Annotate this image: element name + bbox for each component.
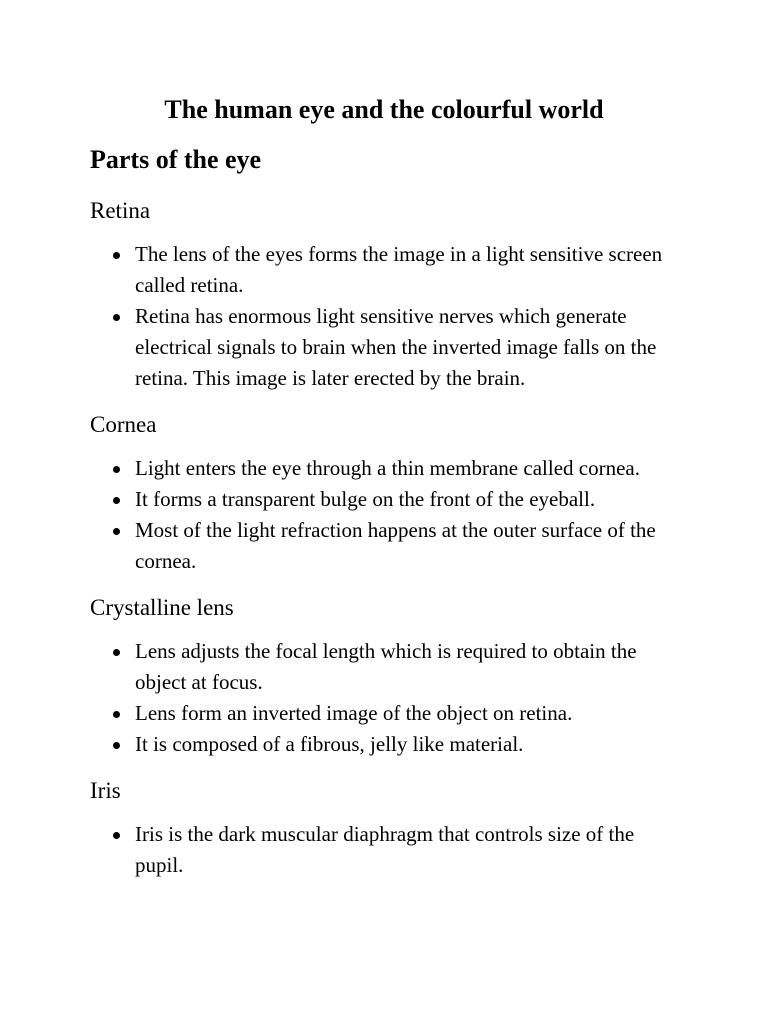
list-item bbox=[135, 819, 678, 881]
subsection-crystalline-lens bbox=[90, 593, 678, 760]
bullet-list bbox=[90, 636, 678, 760]
bullet-icon bbox=[113, 466, 120, 473]
list-item bbox=[135, 453, 678, 484]
list-item-text: It is composed of a fibrous, jelly like material. bbox=[135, 732, 524, 756]
bullet-icon bbox=[113, 252, 120, 259]
list-item bbox=[135, 301, 678, 394]
bullet-icon bbox=[113, 832, 120, 839]
subsection-iris bbox=[90, 776, 678, 881]
document-title: The human eye and the colourful world bbox=[164, 95, 604, 124]
list-item bbox=[135, 239, 678, 301]
list-item-text: Retina has enormous light sensitive nerves which generate electrical signals to brain when the inverted image falls on the retina. This image is later erected by the brain. bbox=[135, 304, 657, 390]
list-item-text: Most of the light refraction happens at the outer surface of the cornea. bbox=[135, 518, 656, 573]
list-item bbox=[135, 698, 678, 729]
subsection-heading: Iris bbox=[90, 778, 121, 803]
list-item bbox=[135, 515, 678, 577]
bullet-icon bbox=[113, 528, 120, 535]
bullet-list bbox=[90, 239, 678, 394]
subsection-cornea bbox=[90, 410, 678, 577]
subsection-heading: Retina bbox=[90, 198, 151, 223]
list-item-text: Iris is the dark muscular diaphragm that controls size of the pupil. bbox=[135, 822, 635, 877]
bullet-icon bbox=[113, 649, 120, 656]
list-item-text: It forms a transparent bulge on the front of the eyeball. bbox=[135, 487, 596, 511]
bullet-icon bbox=[113, 742, 120, 749]
subsection-retina bbox=[90, 196, 678, 394]
list-item bbox=[135, 636, 678, 698]
bullet-icon bbox=[113, 314, 120, 321]
list-item bbox=[135, 729, 678, 760]
list-item-text: The lens of the eyes forms the image in a light sensitive screen called retina. bbox=[135, 242, 663, 297]
list-item bbox=[135, 484, 678, 515]
bullet-icon bbox=[113, 711, 120, 718]
subsection-heading: Cornea bbox=[90, 412, 157, 437]
list-item-text: Lens form an inverted image of the object on retina. bbox=[135, 701, 573, 725]
section-title: Parts of the eye bbox=[90, 145, 262, 174]
subsection-heading: Crystalline lens bbox=[90, 595, 234, 620]
bullet-list bbox=[90, 819, 678, 881]
list-item-text: Light enters the eye through a thin membrane called cornea. bbox=[135, 456, 640, 480]
bullet-icon bbox=[113, 497, 120, 504]
bullet-list bbox=[90, 453, 678, 577]
list-item-text: Lens adjusts the focal length which is required to obtain the object at focus. bbox=[135, 639, 637, 694]
